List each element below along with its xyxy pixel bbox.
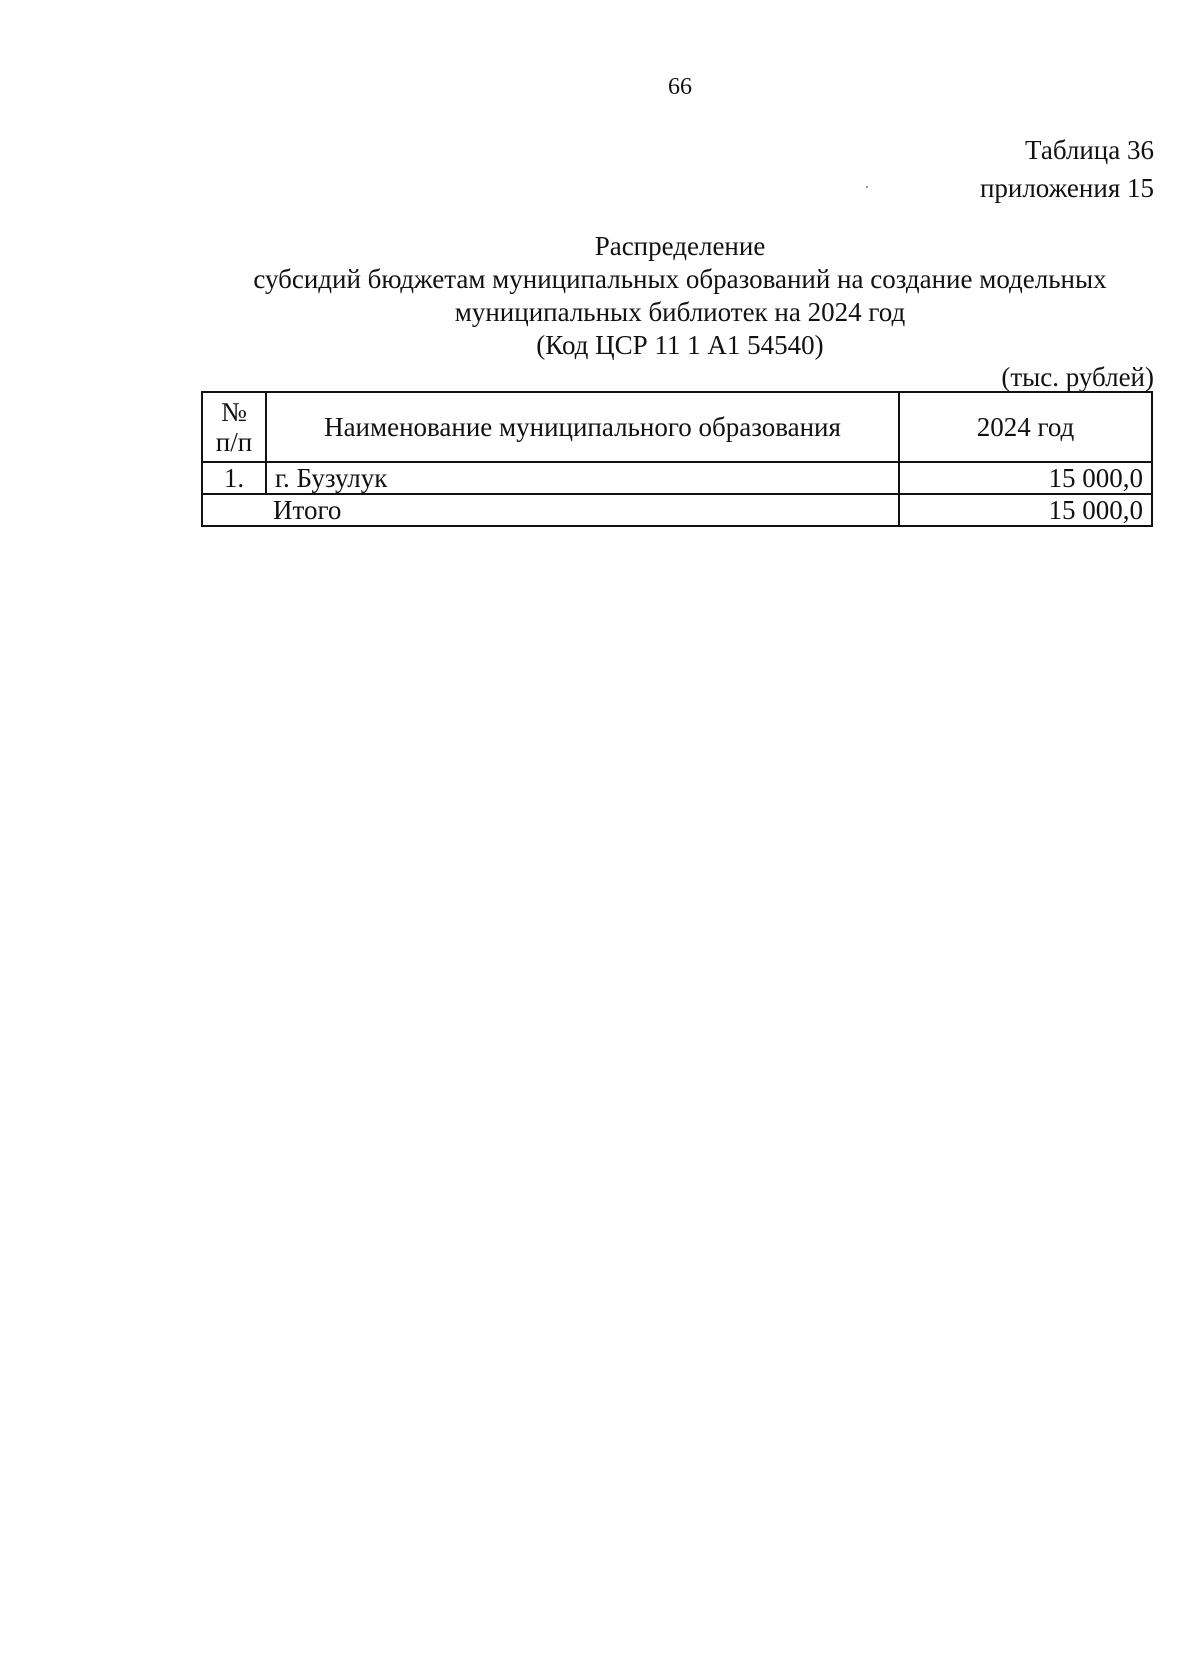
header-number: [202, 392, 266, 462]
scan-artifact: [866, 186, 868, 188]
row-number: 1.: [202, 462, 266, 494]
header-year: 2024 год: [899, 392, 1152, 462]
total-label: Итого: [202, 494, 899, 526]
heading-subtitle-line2: муниципальных библиотек на 2024 год: [454, 297, 906, 327]
row-municipality: г. Бузулук: [266, 462, 899, 494]
row-amount: 15 000,0: [899, 462, 1152, 494]
header-municipality-name: Наименование муниципального образования: [266, 392, 899, 462]
table-reference-number: Таблица 36: [1025, 135, 1154, 165]
subsidy-table: [201, 391, 1153, 527]
table-reference: [980, 131, 1154, 207]
units-label: (тыс. рублей): [1001, 362, 1154, 392]
header-number-sign: №: [221, 397, 247, 427]
table-row: [202, 462, 1152, 494]
heading-title: Распределение: [594, 231, 766, 261]
heading-subtitle-line1: субсидий бюджетам муниципальных образований на создание модельных: [253, 264, 1107, 294]
total-amount: 15 000,0: [899, 494, 1152, 526]
table-total-row: [202, 494, 1152, 526]
table-reference-appendix: приложения 15: [979, 173, 1154, 203]
page-number: 66: [668, 74, 692, 100]
heading-code: (Код ЦСР 11 1 А1 54540): [536, 330, 824, 360]
header-number-abbr: п/п: [215, 427, 253, 457]
document-heading: [210, 230, 1150, 362]
table-header-row: [202, 392, 1152, 462]
